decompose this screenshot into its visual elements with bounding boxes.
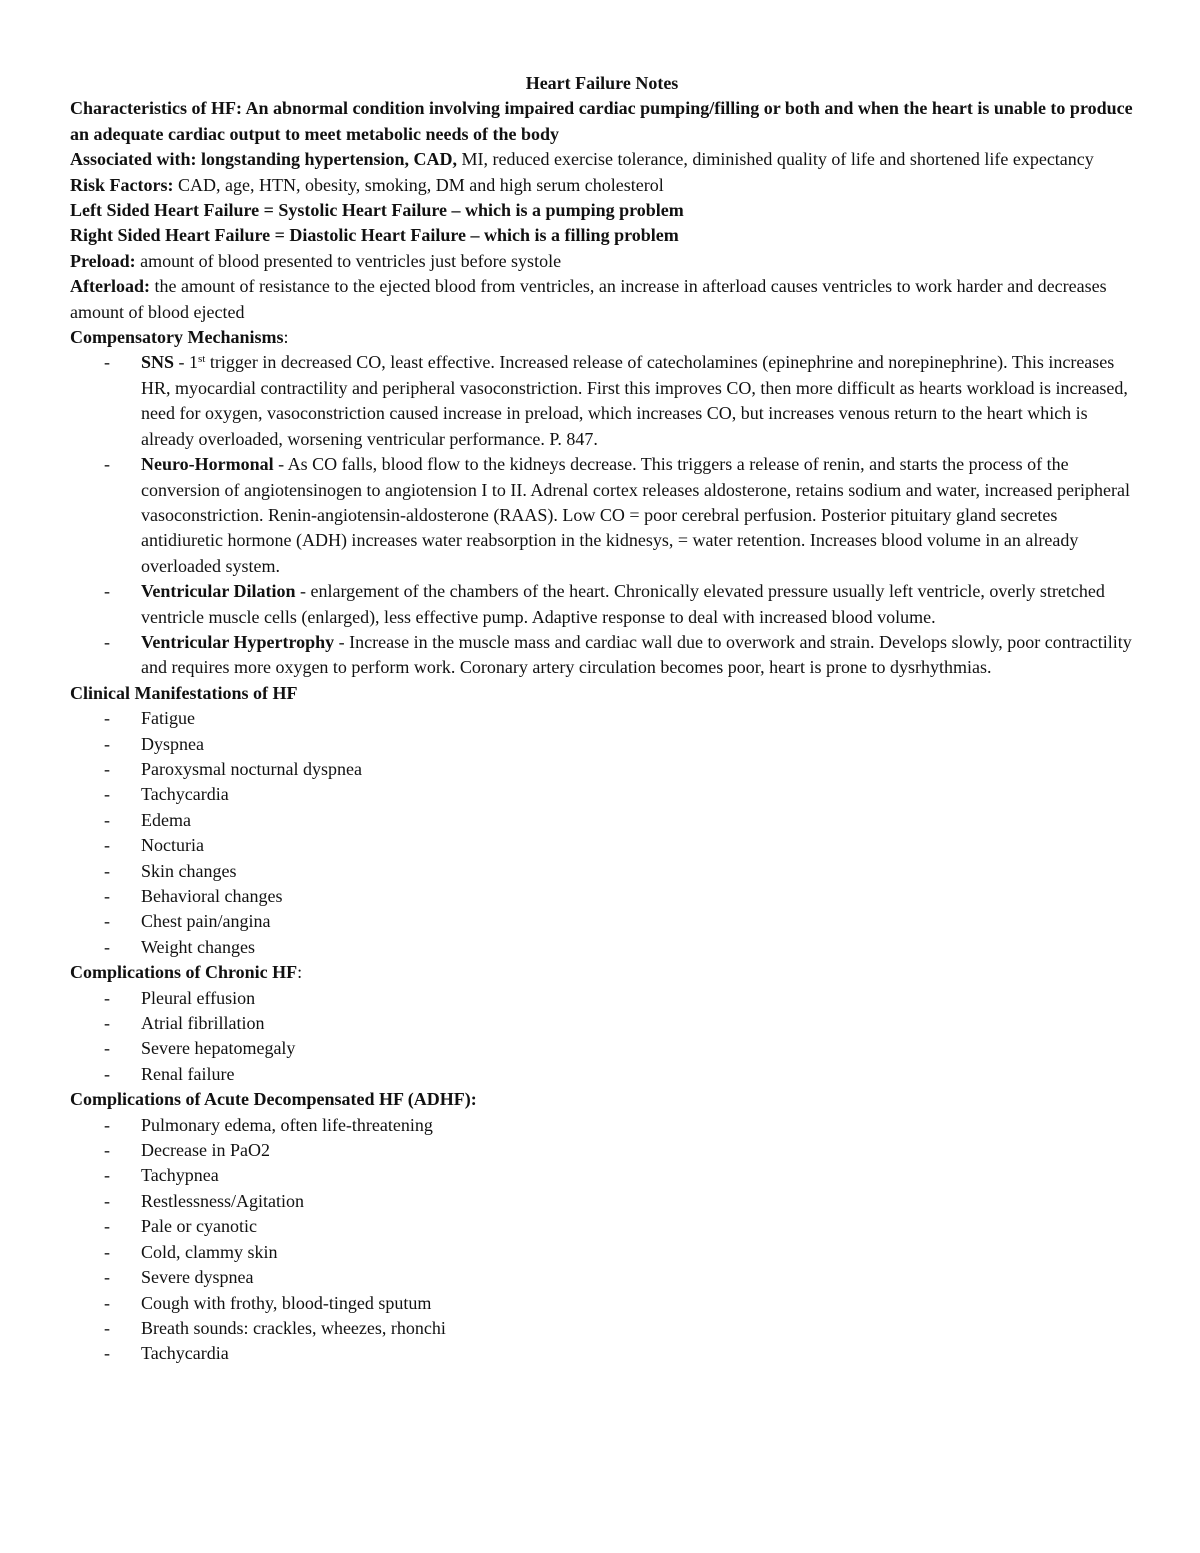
- list-item-text: Pleural effusion: [141, 987, 256, 1008]
- chronic-heading-text: Complications of Chronic HF: [70, 962, 298, 983]
- risk-factors-label: Risk Factors:: [70, 174, 174, 195]
- bullet-dash: -: [104, 1241, 110, 1262]
- list-item: [70, 833, 1134, 858]
- list-item: [70, 782, 1134, 807]
- mechanism-term: Neuro-Hormonal: [141, 454, 274, 475]
- risk-factors-text: CAD, age, HTN, obesity, smoking, DM and high serum cholesterol: [173, 174, 664, 195]
- bullet-dash: -: [104, 1038, 110, 1059]
- list-item-text: Renal failure: [141, 1063, 235, 1084]
- list-item: [70, 1291, 1134, 1316]
- list-item: [70, 452, 1134, 579]
- chronic-heading: [70, 960, 1134, 985]
- list-item-text: Atrial fibrillation: [141, 1013, 265, 1034]
- clinical-heading: Clinical Manifestations of HF: [70, 682, 298, 703]
- bullet-dash: -: [104, 708, 110, 729]
- bullet-dash: -: [104, 758, 110, 779]
- list-item-text: Severe dyspnea: [141, 1267, 254, 1288]
- list-item-text: Tachycardia: [141, 1343, 229, 1364]
- list-item-text: Behavioral changes: [141, 886, 283, 906]
- bullet-dash: -: [104, 809, 110, 830]
- bullet-dash: -: [104, 1114, 110, 1135]
- associated-label: Associated with: longstanding hypertension, CAD,: [70, 149, 458, 170]
- mechanism-text: - 1: [174, 352, 199, 373]
- list-item-text: Cough with frothy, blood-tinged sputum: [141, 1292, 432, 1313]
- list-item-text: Severe hepatomegaly: [141, 1038, 296, 1059]
- bullet-dash: -: [104, 886, 110, 906]
- characteristics-label: Characteristics of HF:: [70, 98, 242, 119]
- mechanism-text: - As CO falls, blood flow to the kidneys decrease. This triggers a release of renin, and starts the process of the conversion of angiotensinogen to angiotension I to II. Adrenal cortex releases aldosterone, retains sodium and water, increased peripheral vasoconstriction. Renin-angiotensin-aldosterone (RAAS). Low CO = poor cerebral perfusion. Posterior pituitary gland secretes antidiuretic hormone (ADH) increases water reabsorption in the kidnesys, = water retention. Increases blood volume in an already overloaded system.: [141, 454, 1130, 576]
- mechanism-term: Ventricular Dilation: [141, 581, 296, 602]
- clinical-list: [70, 706, 1134, 960]
- list-item: [70, 1214, 1134, 1239]
- list-item-text: Tachypnea: [141, 1165, 219, 1186]
- list-item-text: Pale or cyanotic: [141, 1216, 257, 1237]
- associated-paragraph: [70, 147, 1134, 172]
- list-item: [70, 1062, 1134, 1087]
- bullet-dash: -: [104, 911, 110, 932]
- list-item-text: Nocturia: [141, 835, 204, 856]
- list-item-text: Chest pain/angina: [141, 911, 271, 932]
- list-item: [70, 1316, 1134, 1341]
- list-item: [70, 706, 1134, 731]
- bullet-dash: -: [104, 1190, 110, 1211]
- mechanism-text: - enlargement of the chambers of the heart. Chronically elevated pressure usually left ventricle, overly stretched ventricle muscle cells (enlarged), less effective pump. Adaptive response to deal with increased blood volume.: [141, 581, 1105, 627]
- list-item: [70, 808, 1134, 833]
- list-item-text: Paroxysmal nocturnal dyspnea: [141, 758, 362, 779]
- bullet-dash: -: [104, 784, 110, 805]
- document-page: [70, 71, 1134, 1367]
- list-item-text: Edema: [141, 809, 191, 830]
- list-item-text: Weight changes: [141, 936, 256, 957]
- list-item-text: Restlessness/Agitation: [141, 1190, 304, 1211]
- list-item: [70, 1265, 1134, 1290]
- list-item: [70, 986, 1134, 1011]
- compensatory-heading: [70, 325, 1134, 350]
- mechanism-text: - Increase in the muscle mass and cardiac wall due to overwork and strain. Develops slowly, poor contractility and requires more oxygen to perform work. Coronary artery circulation becomes poor, heart is prone to dysrhythmias.: [141, 631, 1132, 678]
- bullet-dash: -: [104, 936, 110, 957]
- list-item: [70, 884, 1134, 909]
- afterload-paragraph: [70, 274, 1134, 325]
- bullet-dash: -: [104, 1343, 110, 1364]
- list-item-text: Fatigue: [141, 708, 195, 729]
- list-item: [70, 579, 1134, 630]
- list-item: [70, 1189, 1134, 1214]
- characteristics-paragraph: [70, 96, 1134, 147]
- bullet-dash: -: [104, 581, 110, 602]
- list-item-text: Decrease in PaO2: [141, 1140, 270, 1161]
- list-item: [70, 1036, 1134, 1061]
- list-item: [70, 1138, 1134, 1163]
- bullet-dash: -: [104, 1140, 110, 1161]
- mechanism-term: SNS: [141, 352, 175, 373]
- preload-paragraph: [70, 249, 1134, 274]
- characteristics-text: An abnormal condition involving impaired cardiac pumping/filling or both and when the heart is unable to produce an adequate cardiac output to meet metabolic needs of the body: [70, 98, 1133, 144]
- mechanism-term: Ventricular Hypertrophy: [141, 631, 335, 652]
- associated-text: MI, reduced exercise tolerance, diminished quality of life and shortened life expectancy: [457, 149, 1094, 170]
- bullet-dash: -: [104, 733, 110, 754]
- list-item: [70, 935, 1134, 960]
- page-title: Heart Failure Notes: [525, 73, 679, 93]
- list-item-text: Breath sounds: crackles, wheezes, rhonchi: [141, 1317, 446, 1338]
- right-sided-hf: Right Sided Heart Failure = Diastolic Heart Failure – which is a filling problem: [70, 225, 679, 246]
- list-item-text: Skin changes: [141, 860, 237, 881]
- bullet-dash: -: [104, 1013, 110, 1034]
- chronic-heading-colon: :: [297, 962, 303, 983]
- bullet-dash: -: [104, 1216, 110, 1237]
- bullet-dash: -: [104, 1267, 110, 1288]
- list-item: [70, 1341, 1134, 1366]
- left-sided-hf: Left Sided Heart Failure = Systolic Heart Failure – which is a pumping problem: [70, 200, 684, 221]
- bullet-dash: -: [104, 1317, 110, 1338]
- list-item: [70, 1163, 1134, 1188]
- list-item: [70, 630, 1134, 681]
- list-item: [70, 859, 1134, 884]
- list-item: [70, 732, 1134, 757]
- mechanism-text: trigger in decreased CO, least effective. Increased release of catecholamines (epinephrine and norepinephrine). This increases HR, myocardial contractility and peripheral vasoconstriction. First this improves CO, then more difficult as hearts workload is increased, need for oxygen, vasoconstriction caused increase in preload, which increases CO, but increases venous return to the heart which is already overloaded, worsening ventricular performance. P. 847.: [141, 352, 1128, 449]
- list-item: [70, 1240, 1134, 1265]
- compensatory-list: [70, 350, 1134, 680]
- bullet-dash: -: [104, 987, 110, 1008]
- preload-text: amount of blood presented to ventricles just before systole: [135, 250, 562, 271]
- bullet-dash: -: [104, 631, 110, 652]
- afterload-label: Afterload:: [70, 276, 150, 297]
- bullet-dash: -: [104, 352, 110, 373]
- list-item-text: Tachycardia: [141, 784, 229, 805]
- bullet-dash: -: [104, 1292, 110, 1313]
- list-item-text: Pulmonary edema, often life-threatening: [141, 1114, 433, 1135]
- list-item: [70, 757, 1134, 782]
- chronic-list: [70, 986, 1134, 1088]
- preload-label: Preload:: [70, 250, 136, 271]
- list-item-text: Cold, clammy skin: [141, 1241, 278, 1262]
- bullet-dash: -: [104, 1063, 110, 1084]
- bullet-dash: -: [104, 1165, 110, 1186]
- afterload-text: the amount of resistance to the ejected blood from ventricles, an increase in afterload causes ventricles to work harder and decreases amount of blood ejected: [70, 276, 1107, 322]
- list-item: [70, 350, 1134, 452]
- list-item: [70, 1113, 1134, 1138]
- bullet-dash: -: [104, 860, 110, 881]
- list-item: [70, 909, 1134, 934]
- adhf-list: [70, 1113, 1134, 1367]
- bullet-dash: -: [104, 454, 110, 475]
- compensatory-heading-text: Compensatory Mechanisms: [70, 327, 284, 348]
- list-item-text: Dyspnea: [141, 733, 204, 754]
- risk-factors-paragraph: [70, 173, 1134, 198]
- bullet-dash: -: [104, 835, 110, 856]
- adhf-heading: Complications of Acute Decompensated HF (ADHF):: [70, 1089, 477, 1110]
- compensatory-heading-colon: :: [283, 327, 289, 348]
- list-item: [70, 1011, 1134, 1036]
- ordinal-superscript: st: [198, 353, 206, 366]
